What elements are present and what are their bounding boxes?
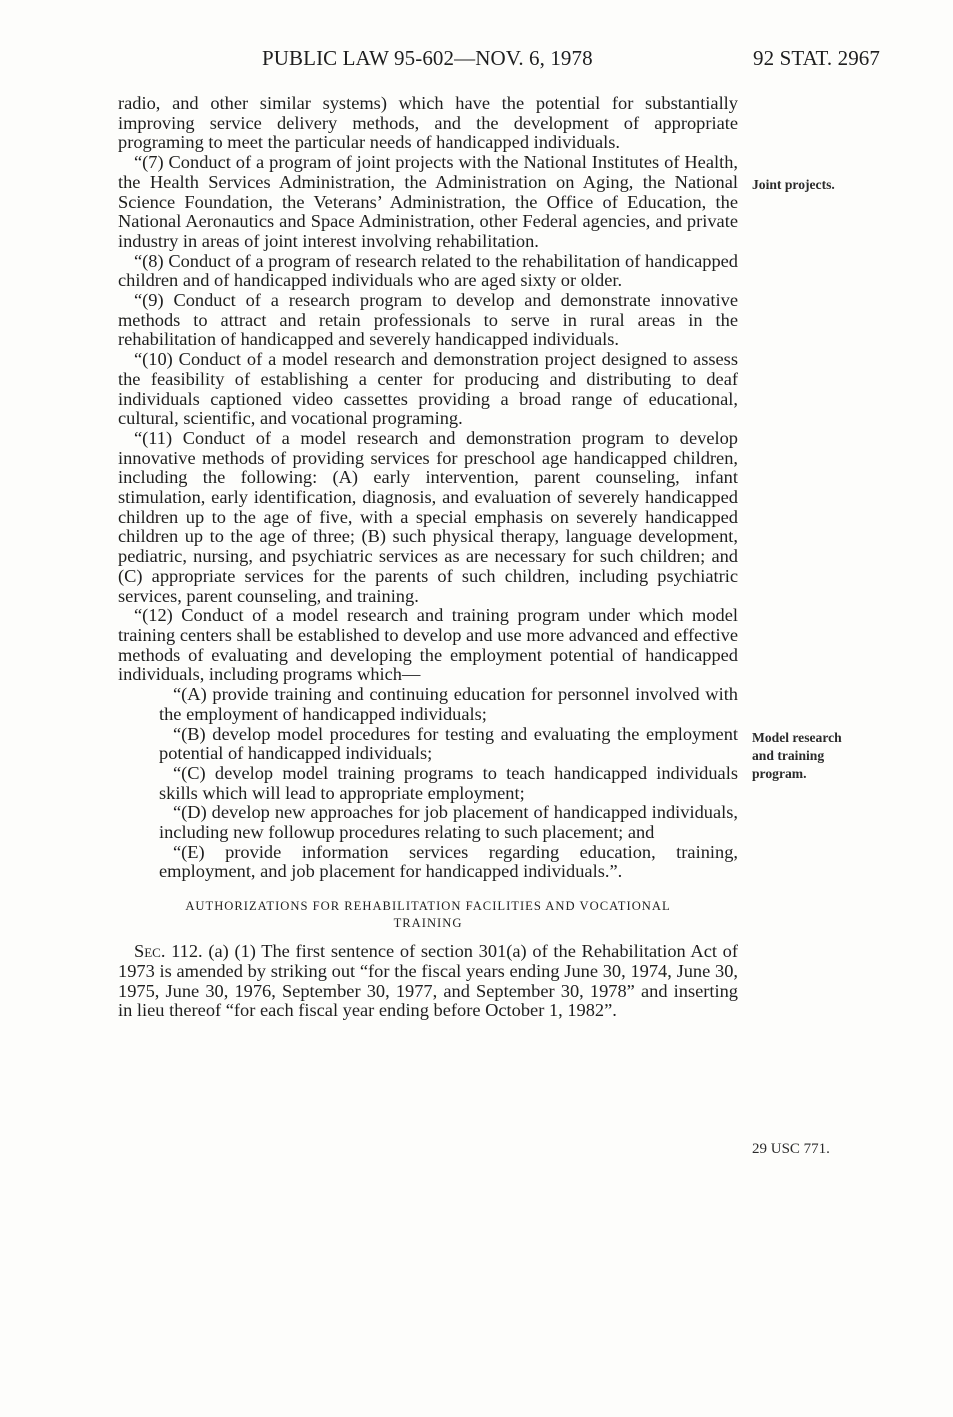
section-112 bbox=[118, 942, 738, 1021]
section-heading-line-1: AUTHORIZATIONS FOR REHABILITATION FACILITIES AND VOCATIONAL bbox=[185, 899, 671, 914]
paragraph-7: “(7) Conduct of a program of joint projects with the National Institutes of Health, the Health Services Administration, the Administration on Aging, the National Science Foundation, the Veterans’ Administration, the Office of Education, the National Aeronautics and Space Administration, other Federal agencies, and private industry in areas of joint interest involving rehabilitation. bbox=[118, 152, 738, 251]
paragraph-continuation: radio, and other similar systems) which have the potential for substantially improving service delivery methods, and the development of appropriate programing to meet the particular needs of handicapped individuals. bbox=[118, 93, 738, 153]
paragraph-12: “(12) Conduct of a model research and training program under which model training centers shall be established to develop and use more advanced and effective methods of evaluating and developing the employment potential of handicapped individuals, including programs which— bbox=[118, 605, 738, 685]
paragraph-11: “(11) Conduct of a model research and demonstration program to develop innovative methods of providing services for preschool age handicapped children, including the following: (A) early intervention, parent counseling, infant stimulation, early identification, diagnosis, and evaluation of severely handicapped children up to the age of five, with a special emphasis on severely handicapped children up to the age of three; (B) such physical therapy, language development, pediatric, nursing, and psychiatric services as are necessary for such children; and (C) appropriate services for the parents of such children, including psychiatric services, parent counseling, and training. bbox=[118, 427, 738, 606]
section-text: (a) (1) The first sentence of section 301(a) of the Rehabilitation Act of 1973 is amended by striking out “for the fiscal years ending June 30, 1974, June 30, 1975, June 30, 1976, September 30, 1977, and September 30, 1978” and inserting in lieu thereof “for each fiscal year ending before October 1, 1982”. bbox=[118, 941, 738, 1021]
margin-note-line: Model research bbox=[752, 730, 842, 745]
paragraph-8: “(8) Conduct of a program of research related to the rehabilitation of handicapped children and of handicapped individuals who are aged sixty or older. bbox=[118, 250, 738, 291]
public-law-citation: PUBLIC LAW 95-602—NOV. 6, 1978 bbox=[262, 46, 593, 70]
subparagraph-a: “(A) provide training and continuing education for personnel involved with the employment of handicapped individuals; bbox=[159, 684, 738, 724]
subparagraph-b: “(B) develop model procedures for testing and evaluating the employment potential of handicapped individuals; bbox=[159, 723, 738, 764]
statute-page-number: 92 STAT. 2967 bbox=[753, 46, 880, 70]
margin-note-line: program. bbox=[752, 766, 807, 781]
subparagraph-c: “(C) develop model training programs to teach handicapped individuals skills which will lead to appropriate employment; bbox=[159, 762, 738, 803]
paragraph-9: “(9) Conduct of a research program to develop and demonstrate innovative methods to attract and retain professionals to serve in rural areas in the rehabilitation of handicapped and severely handicapped individuals. bbox=[118, 290, 738, 350]
section-heading bbox=[118, 898, 738, 932]
subparagraph-d: “(D) develop new approaches for job placement of handicapped individuals, including new followup procedures relating to such placement; and bbox=[159, 802, 738, 843]
section-label: Sec. 112. bbox=[134, 941, 203, 962]
paragraph-10: “(10) Conduct of a model research and demonstration project designed to assess the feasibility of establishing a center for producing and distributing to deaf individuals captioned video cassettes providing a broad range of educational, cultural, scientific, and vocational programing. bbox=[118, 349, 738, 429]
margin-note-model-research bbox=[752, 729, 842, 783]
body-text bbox=[118, 94, 738, 1021]
margin-note-joint-projects: Joint projects. bbox=[752, 177, 835, 192]
section-heading-line-2: TRAINING bbox=[393, 916, 463, 931]
margin-note-usc-citation: 29 USC 771. bbox=[752, 1141, 830, 1157]
subparagraph-e: “(E) provide information services regarding education, training, employment, and job placement for handicapped individuals.”. bbox=[159, 841, 738, 882]
margin-note-line: and training bbox=[752, 748, 825, 763]
